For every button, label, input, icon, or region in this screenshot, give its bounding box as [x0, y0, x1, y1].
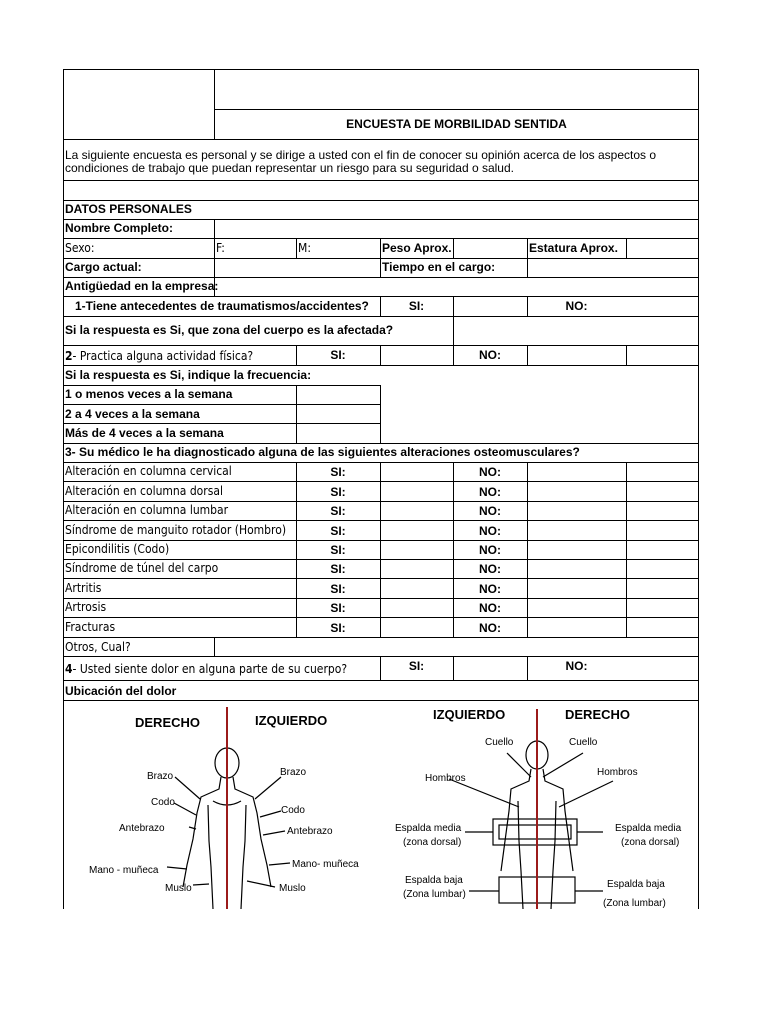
- condition-yes-label: SI:: [330, 485, 346, 499]
- condition-label: Alteración en columna lumbar: [65, 503, 229, 517]
- back-label: (zona dorsal): [403, 837, 462, 848]
- frequency-option: Más de 4 veces a la semana: [65, 426, 224, 440]
- back-label: Espalda baja: [607, 879, 665, 890]
- front-left-heading: IZQUIERDO: [255, 713, 328, 728]
- q1-no-label: NO:: [565, 299, 588, 313]
- q4-number: 4: [65, 662, 73, 676]
- front-label: Codo: [281, 805, 305, 816]
- condition-no-field[interactable]: [528, 560, 626, 578]
- q1-followup: Si la respuesta es Si, que zona del cuerpo es la afectada?: [65, 323, 394, 337]
- q4-text: [65, 662, 347, 676]
- front-label: Antebrazo: [119, 823, 165, 834]
- pain-location-label: Ubicación del dolor: [65, 684, 177, 698]
- frequency-option-field[interactable]: [297, 386, 380, 404]
- condition-yes-label: SI:: [330, 524, 346, 538]
- q4-no-field[interactable]: [627, 657, 698, 679]
- condition-no-field[interactable]: [528, 502, 626, 520]
- back-body-diagram: [381, 701, 699, 909]
- q1-text: 1-Tiene antecedentes de traumatismos/accidentes?: [75, 299, 369, 313]
- q2-followup: Si la respuesta es Si, indique la frecuencia:: [65, 368, 312, 382]
- other-condition-label: Otros, Cual?: [65, 640, 131, 654]
- condition-no-field[interactable]: [528, 482, 626, 500]
- q1-no-field[interactable]: [627, 297, 698, 315]
- front-label: Codo: [151, 797, 175, 808]
- back-label: Espalda media: [615, 823, 682, 834]
- condition-no-label: NO:: [479, 601, 501, 615]
- condition-label: Síndrome de túnel del carpo: [65, 561, 219, 575]
- q4-question: - Usted siente dolor en alguna parte de su cuerpo?: [72, 662, 348, 676]
- condition-label: Alteración en columna cervical: [65, 464, 232, 478]
- condition-yes-field[interactable]: [381, 541, 453, 559]
- back-right-heading: DERECHO: [565, 707, 631, 722]
- front-body-svg: [63, 701, 381, 909]
- condition-yes-label: SI:: [330, 543, 346, 557]
- q1-yes-field[interactable]: [454, 297, 527, 315]
- section-personal-data: DATOS PERSONALES: [65, 202, 192, 216]
- back-body-svg: [381, 701, 699, 909]
- full-name-label: Nombre Completo:: [65, 221, 173, 235]
- front-right-heading: DERECHO: [135, 715, 201, 730]
- q2-no-field[interactable]: [528, 346, 626, 364]
- front-label: Mano - muñeca: [89, 865, 159, 876]
- condition-no-field[interactable]: [528, 521, 626, 539]
- condition-yes-field[interactable]: [381, 579, 453, 597]
- condition-no-field[interactable]: [528, 579, 626, 597]
- condition-no-label: NO:: [479, 562, 501, 576]
- condition-yes-label: SI:: [330, 562, 346, 576]
- job-field[interactable]: [215, 259, 380, 277]
- back-label: Espalda baja: [405, 875, 463, 886]
- q1-affected-zone-field[interactable]: [454, 317, 698, 344]
- condition-yes-field[interactable]: [381, 599, 453, 617]
- condition-yes-field[interactable]: [381, 618, 453, 636]
- back-label: (Zona lumbar): [403, 889, 466, 900]
- back-label: Espalda media: [395, 823, 462, 834]
- q2-number: 2: [65, 349, 73, 363]
- male-label: M:: [298, 241, 311, 255]
- tenure-label: Tiempo en el cargo:: [382, 260, 496, 274]
- q2-yes-field[interactable]: [381, 346, 453, 364]
- back-label: (Zona lumbar): [603, 898, 666, 909]
- condition-yes-label: SI:: [330, 601, 346, 615]
- condition-no-label: NO:: [479, 504, 501, 518]
- q1-yes-label: SI:: [408, 299, 425, 313]
- height-label: Estatura Aprox.: [529, 241, 618, 255]
- frequency-option-field[interactable]: [297, 405, 380, 423]
- condition-yes-field[interactable]: [381, 502, 453, 520]
- condition-no-label: NO:: [479, 582, 501, 596]
- frequency-option: 1 o menos veces a la semana: [65, 387, 233, 401]
- condition-yes-field[interactable]: [381, 521, 453, 539]
- condition-yes-label: SI:: [330, 582, 346, 596]
- sex-label: Sexo:: [65, 241, 95, 255]
- back-left-heading: IZQUIERDO: [433, 707, 506, 722]
- condition-label: Fracturas: [65, 620, 116, 634]
- back-label: (zona dorsal): [621, 837, 680, 848]
- q2-question: - Practica alguna actividad física?: [72, 349, 254, 363]
- back-label: Cuello: [569, 737, 598, 748]
- condition-label: Artritis: [65, 581, 102, 595]
- front-label: Brazo: [147, 771, 174, 782]
- full-name-field[interactable]: [215, 220, 698, 238]
- q4-yes-field[interactable]: [454, 657, 527, 679]
- intro-text: La siguiente encuesta es personal y se dirige a usted con el fin de conocer su opinión acerca de los aspectos o condiciones de trabajo que puedan representar un riesgo para su seguridad o salud.: [65, 148, 657, 175]
- condition-yes-field[interactable]: [381, 482, 453, 500]
- other-condition-field[interactable]: [215, 638, 698, 656]
- front-label: Brazo: [280, 767, 307, 778]
- tenure-field[interactable]: [528, 259, 698, 277]
- weight-field[interactable]: [454, 239, 527, 257]
- condition-label: Epicondilitis (Codo): [65, 542, 170, 556]
- height-field[interactable]: [627, 239, 698, 257]
- frequency-option: 2 a 4 veces a la semana: [65, 407, 200, 421]
- condition-yes-label: SI:: [330, 465, 346, 479]
- q2-yes-label: SI:: [330, 348, 346, 362]
- condition-label: Artrosis: [65, 600, 107, 614]
- q4-yes-label: SI:: [408, 659, 425, 673]
- front-label: Mano- muñeca: [292, 859, 359, 870]
- q2-text: [65, 349, 253, 363]
- condition-no-label: NO:: [479, 485, 501, 499]
- condition-label: Alteración en columna dorsal: [65, 484, 223, 498]
- female-label: F:: [216, 241, 225, 255]
- condition-yes-label: SI:: [330, 621, 346, 635]
- condition-no-field[interactable]: [528, 599, 626, 617]
- condition-no-label: NO:: [479, 543, 501, 557]
- seniority-field[interactable]: [215, 278, 698, 296]
- q2-no-label: NO:: [479, 348, 501, 362]
- condition-no-field[interactable]: [528, 618, 626, 636]
- condition-yes-label: SI:: [330, 504, 346, 518]
- condition-yes-field[interactable]: [381, 560, 453, 578]
- back-label: Cuello: [485, 737, 514, 748]
- condition-label: Síndrome de manguito rotador (Hombro): [65, 523, 287, 537]
- condition-no-field[interactable]: [528, 463, 626, 481]
- survey-sheet: [63, 69, 699, 909]
- female-field[interactable]: [215, 239, 296, 257]
- front-label: Muslo: [279, 883, 306, 894]
- front-label: Muslo: [165, 883, 192, 894]
- back-label: Hombros: [425, 773, 466, 784]
- condition-no-label: NO:: [479, 524, 501, 538]
- front-label: Antebrazo: [287, 826, 333, 837]
- back-label: Hombros: [597, 767, 638, 778]
- q4-no-label: NO:: [565, 659, 588, 673]
- job-label: Cargo actual:: [65, 260, 142, 274]
- condition-no-label: NO:: [479, 465, 501, 479]
- q3-text: 3- Su médico le ha diagnosticado alguna de las siguientes alteraciones osteomusculares?: [65, 445, 580, 459]
- condition-no-label: NO:: [479, 621, 501, 635]
- front-body-diagram: [63, 701, 381, 909]
- weight-label: Peso Aprox.: [382, 241, 452, 255]
- male-field[interactable]: [297, 239, 380, 257]
- frequency-option-field[interactable]: [297, 424, 380, 442]
- survey-title: ENCUESTA DE MORBILIDAD SENTIDA: [346, 117, 567, 131]
- condition-no-field[interactable]: [528, 541, 626, 559]
- condition-yes-field[interactable]: [381, 463, 453, 481]
- seniority-label: Antigüedad en la empresa:: [65, 279, 219, 293]
